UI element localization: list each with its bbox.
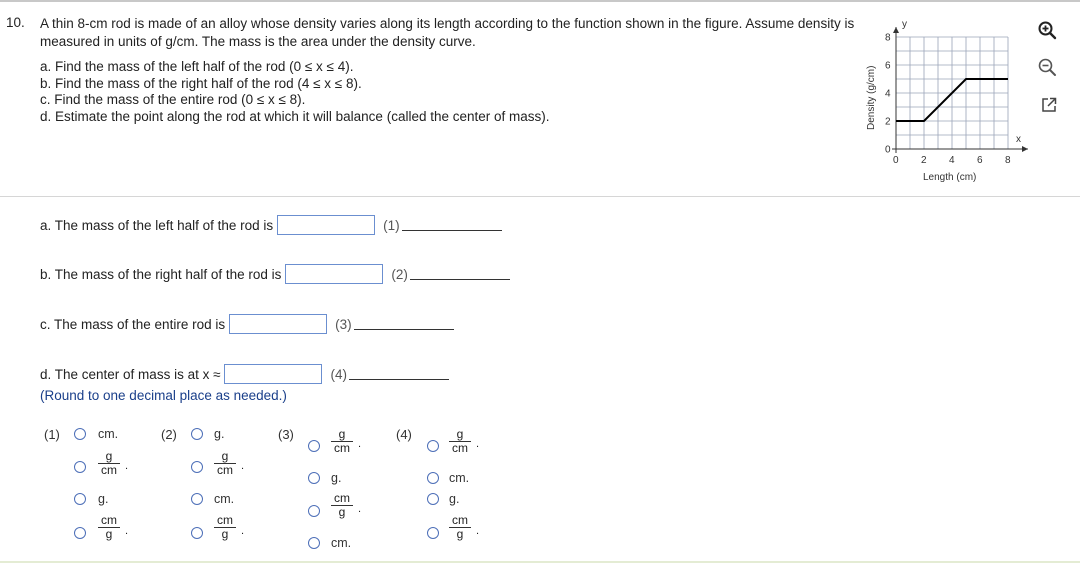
x-tick-labels bbox=[893, 155, 1011, 166]
y-tick-label: 0 bbox=[885, 144, 891, 156]
question-text: A thin 8-cm rod is made of an alloy whose density varies along its length according to the function shown in the figure. Assume density is measured in units of g/cm. The mass is the area under the density curve. bbox=[40, 16, 855, 49]
part-c-text: c. Find the mass of the entire rod (0 ≤ x ≤ 8). bbox=[40, 92, 306, 107]
group1-period: . bbox=[125, 525, 129, 537]
frac-den: g bbox=[214, 527, 236, 541]
figure-axes bbox=[892, 27, 1028, 153]
answer-c-label: c. The mass of the entire rod is bbox=[40, 316, 226, 332]
answer-b-input[interactable] bbox=[285, 264, 383, 284]
answer-d-label: d. The center of mass is at x ≈ bbox=[40, 366, 221, 382]
answer-b-label: b. The mass of the right half of the rod is bbox=[40, 266, 282, 282]
rounding-note: (Round to one decimal place as needed.) bbox=[40, 388, 287, 403]
density-figure bbox=[862, 14, 1032, 186]
group4-period: . bbox=[476, 525, 480, 537]
frac-num: cm bbox=[217, 513, 233, 527]
frac-den: cm bbox=[449, 441, 471, 455]
group3-option-g-per-cm-radio[interactable] bbox=[308, 440, 320, 452]
answer-d-unit-blank[interactable] bbox=[349, 378, 449, 380]
answer-a-label: a. The mass of the left half of the rod is bbox=[40, 217, 274, 233]
answer-a-input[interactable] bbox=[277, 215, 375, 235]
zoom-out-icon[interactable] bbox=[1035, 55, 1059, 79]
choice-group-1-label: (1) bbox=[44, 427, 60, 442]
group4-option-g-radio[interactable] bbox=[427, 493, 439, 505]
answer-c-unit-ref: (3) bbox=[335, 316, 352, 332]
frac-num: cm bbox=[452, 513, 468, 527]
y-tick-labels bbox=[885, 33, 891, 156]
x-axis-name: x bbox=[1016, 134, 1021, 145]
group1-option-cm-per-g-radio[interactable] bbox=[74, 527, 86, 539]
frac-den: cm bbox=[331, 441, 353, 455]
group2-option-cm-radio[interactable] bbox=[191, 493, 203, 505]
group2-option-g-per-cm-radio[interactable] bbox=[191, 461, 203, 473]
group1-option-g-radio[interactable] bbox=[74, 493, 86, 505]
group3-option-cm-per-g bbox=[331, 492, 353, 519]
group4-option-g-per-cm bbox=[449, 428, 471, 455]
group4-option-cm-radio[interactable] bbox=[427, 472, 439, 484]
group1-period: . bbox=[125, 460, 129, 472]
part-b-text: b. Find the mass of the right half of the rod (4 ≤ x ≤ 8). bbox=[40, 75, 362, 91]
answer-d-unit-ref: (4) bbox=[330, 366, 347, 382]
frac-den: cm bbox=[214, 463, 236, 477]
y-tick-label: 8 bbox=[885, 32, 891, 44]
choice-group-4-label: (4) bbox=[396, 427, 412, 442]
group2-period: . bbox=[241, 525, 245, 537]
group2-option-g-per-cm bbox=[214, 450, 236, 477]
x-axis-label: Length (cm) bbox=[923, 172, 977, 183]
y-axis-arrow bbox=[893, 27, 899, 33]
y-axis-label: Density (g/cm) bbox=[866, 65, 877, 130]
group2-option-cm-per-g bbox=[214, 514, 236, 541]
section-divider bbox=[0, 196, 1080, 197]
x-axis-arrow bbox=[1022, 146, 1028, 152]
group3-option-g: g. bbox=[331, 471, 342, 485]
part-a-text: a. Find the mass of the left half of the rod (0 ≤ x ≤ 4). bbox=[40, 59, 354, 74]
answer-b-unit-ref: (2) bbox=[391, 266, 408, 282]
answer-a-row bbox=[40, 215, 502, 235]
group2-period: . bbox=[241, 460, 245, 472]
frac-num: g bbox=[456, 427, 464, 441]
group3-option-cm: cm. bbox=[331, 536, 352, 550]
group2-option-cm: cm. bbox=[214, 492, 235, 506]
frac-num: cm bbox=[334, 491, 350, 505]
group1-option-cm-radio[interactable] bbox=[74, 428, 86, 440]
group4-option-g: g. bbox=[449, 492, 460, 506]
group4-option-cm-per-g bbox=[449, 514, 471, 541]
group3-option-g-radio[interactable] bbox=[308, 472, 320, 484]
frac-num: g bbox=[105, 449, 113, 463]
x-tick-label: 4 bbox=[949, 155, 955, 166]
frac-den: g bbox=[98, 527, 120, 541]
group1-option-cm-per-g bbox=[98, 514, 120, 541]
group4-option-cm-per-g-radio[interactable] bbox=[427, 527, 439, 539]
y-tick-label: 4 bbox=[885, 88, 891, 100]
answer-d-row bbox=[40, 364, 449, 384]
group3-option-g-per-cm bbox=[331, 428, 353, 455]
y-axis-name: y bbox=[902, 19, 907, 30]
group2-option-g: g. bbox=[214, 427, 225, 441]
frac-num: g bbox=[221, 449, 229, 463]
answer-c-row bbox=[40, 314, 454, 334]
frac-den: g bbox=[449, 527, 471, 541]
group1-option-g-per-cm bbox=[98, 450, 120, 477]
y-tick-label: 2 bbox=[885, 116, 891, 128]
frac-den: cm bbox=[98, 463, 120, 477]
group3-period: . bbox=[358, 438, 362, 450]
frac-num: cm bbox=[101, 513, 117, 527]
answer-c-unit-blank[interactable] bbox=[354, 328, 454, 330]
group1-option-cm: cm. bbox=[98, 427, 119, 441]
group1-option-g-per-cm-radio[interactable] bbox=[74, 461, 86, 473]
part-d-text: d. Estimate the point along the rod at which it will balance (called the center of mass). bbox=[40, 108, 550, 124]
x-tick-label: 2 bbox=[921, 155, 927, 166]
zoom-in-icon[interactable] bbox=[1035, 18, 1059, 42]
answer-a-unit-ref: (1) bbox=[383, 217, 400, 233]
frac-den: g bbox=[331, 505, 353, 519]
x-tick-label: 8 bbox=[1005, 155, 1011, 166]
top-border bbox=[0, 0, 1080, 2]
question-number: 10. bbox=[6, 15, 25, 30]
group3-option-cm-per-g-radio[interactable] bbox=[308, 505, 320, 517]
group4-option-g-per-cm-radio[interactable] bbox=[427, 440, 439, 452]
answer-b-row bbox=[40, 264, 510, 284]
answer-d-input[interactable] bbox=[224, 364, 322, 384]
group4-option-cm: cm. bbox=[449, 471, 470, 485]
answer-a-unit-blank[interactable] bbox=[402, 229, 502, 231]
group4-period: . bbox=[476, 438, 480, 450]
answer-c-input[interactable] bbox=[229, 314, 327, 334]
group1-option-g: g. bbox=[98, 492, 109, 506]
frac-num: g bbox=[338, 427, 346, 441]
group2-option-cm-per-g-radio[interactable] bbox=[191, 527, 203, 539]
open-in-new-window-icon[interactable] bbox=[1037, 93, 1061, 117]
x-tick-label: 6 bbox=[977, 155, 983, 166]
choice-group-2-label: (2) bbox=[161, 427, 177, 442]
y-tick-label: 6 bbox=[885, 60, 891, 72]
x-tick-label: 0 bbox=[893, 155, 899, 166]
group3-option-cm-radio[interactable] bbox=[308, 537, 320, 549]
question-parts bbox=[40, 59, 550, 125]
choice-group-3-label: (3) bbox=[278, 427, 294, 442]
group3-period: . bbox=[358, 503, 362, 515]
group2-option-g-radio[interactable] bbox=[191, 428, 203, 440]
answer-b-unit-blank[interactable] bbox=[410, 278, 510, 280]
